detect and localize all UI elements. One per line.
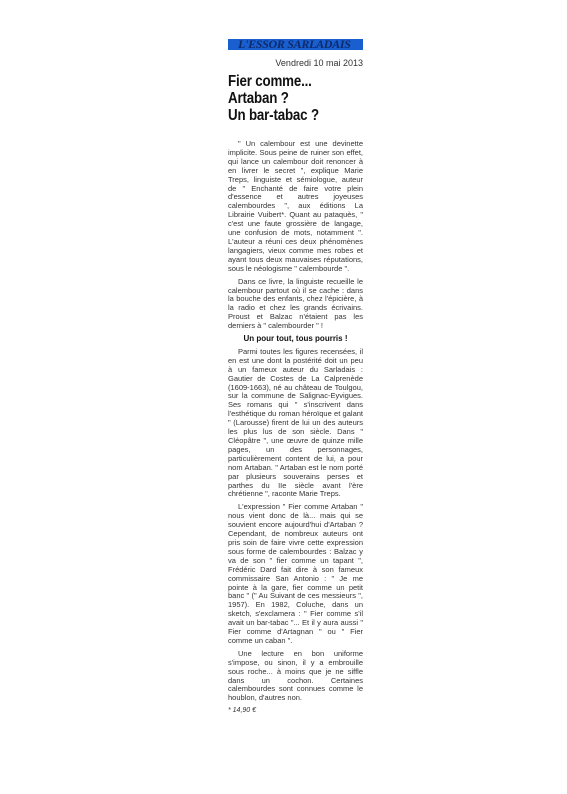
article-body	[228, 140, 363, 716]
headline-line-3: Un bar-tabac ?	[228, 107, 319, 124]
subheading: Un pour tout, tous pourris !	[243, 334, 348, 344]
headline-line-2: Artaban ?	[228, 90, 289, 107]
paragraph: Parmi toutes les figures recensées, il en est une dont la postérité doit un peu à un fameux auteur du Sarladais : Gautier de Costes de La Calprenède (1609-1663), né au château de Toulgou, sur la commune de Salignac-Eyvigues. Ses romans qui " s'inscrivent dans l'esthétique du roman héroïque et galant " (Larousse) firent de lui un des auteurs les plus lus de son siècle. Dans " Cléopâtre ", une œuvre de quinze mille pages, un des personnages, particulièrement content de lui, a pour nom Artaban. " Artaban est le nom porté par plusieurs souverains perses et parthes du IIe siècle avant l'ère chrétienne ", raconte Marie Treps.	[228, 346, 363, 499]
paragraph: Dans ce livre, la linguiste recueille le calembour partout où il se cache : dans la bouche des enfants, chez l'épicière, à la radio et chez les grands écrivains. Proust et Balzac n'étaient pas les derniers à " calembourder " !	[228, 276, 363, 331]
headline	[228, 73, 366, 124]
footnote: * 14,90 €	[228, 707, 257, 715]
masthead-logo: L'ESSOR SARLADAIS	[238, 37, 351, 51]
newspaper-clipping	[228, 36, 363, 716]
headline-line-1: Fier comme...	[228, 73, 312, 90]
masthead	[228, 36, 363, 53]
paragraph: Une lecture en bon uniforme s'impose, ou sinon, il y a embrouille sous roche... à moins que je ne siffle dans un cochon. Certaines calembourdes sont connues comme le houblon, d'autres non.	[228, 648, 363, 703]
paragraph: " Un calembour est une devinette implicite. Sous peine de ruiner son effet, qui lance un calembour doit renoncer à en livrer le secret ", explique Marie Treps, linguiste et sémiologue, auteur de " Enchanté de faire votre plein d'essence et autres joyeuses calembourdes ", aux éditions La Librairie Vuibert*. Quant au pataquès, " c'est une faute grossière de langage, une confusion de mots, notamment ". L'auteur a réuni ces deux phénomènes langagiers, vieux comme mes robes et ayant tous deux mauvaises réputations, sous le néologisme " calembourde ".	[228, 139, 363, 273]
publication-date: Vendredi 10 mai 2013	[275, 58, 363, 68]
paragraph: L'expression " Fier comme Artaban " nous vient donc de là... mais qui se souvient encore aujourd'hui d'Artaban ? Cependant, de nombreux auteurs ont pris soin de faire vivre cette expression sous forme de calembourdes : Balzac y va de son " fier comme un tapant ", Frédéric Dard fait dire à son fameux commissaire San Antonio : " Je me pointe à la gare, fier comme un petit banc " (" Au Suivant de ces messieurs ", 1957). En 1982, Coluche, dans un sketch, s'exclamera : " Fier comme s'il avait un bar-tabac "... Et il y aura aussi " Fier comme d'Artagnan " ou " Fier comme un caban ".	[228, 502, 363, 645]
